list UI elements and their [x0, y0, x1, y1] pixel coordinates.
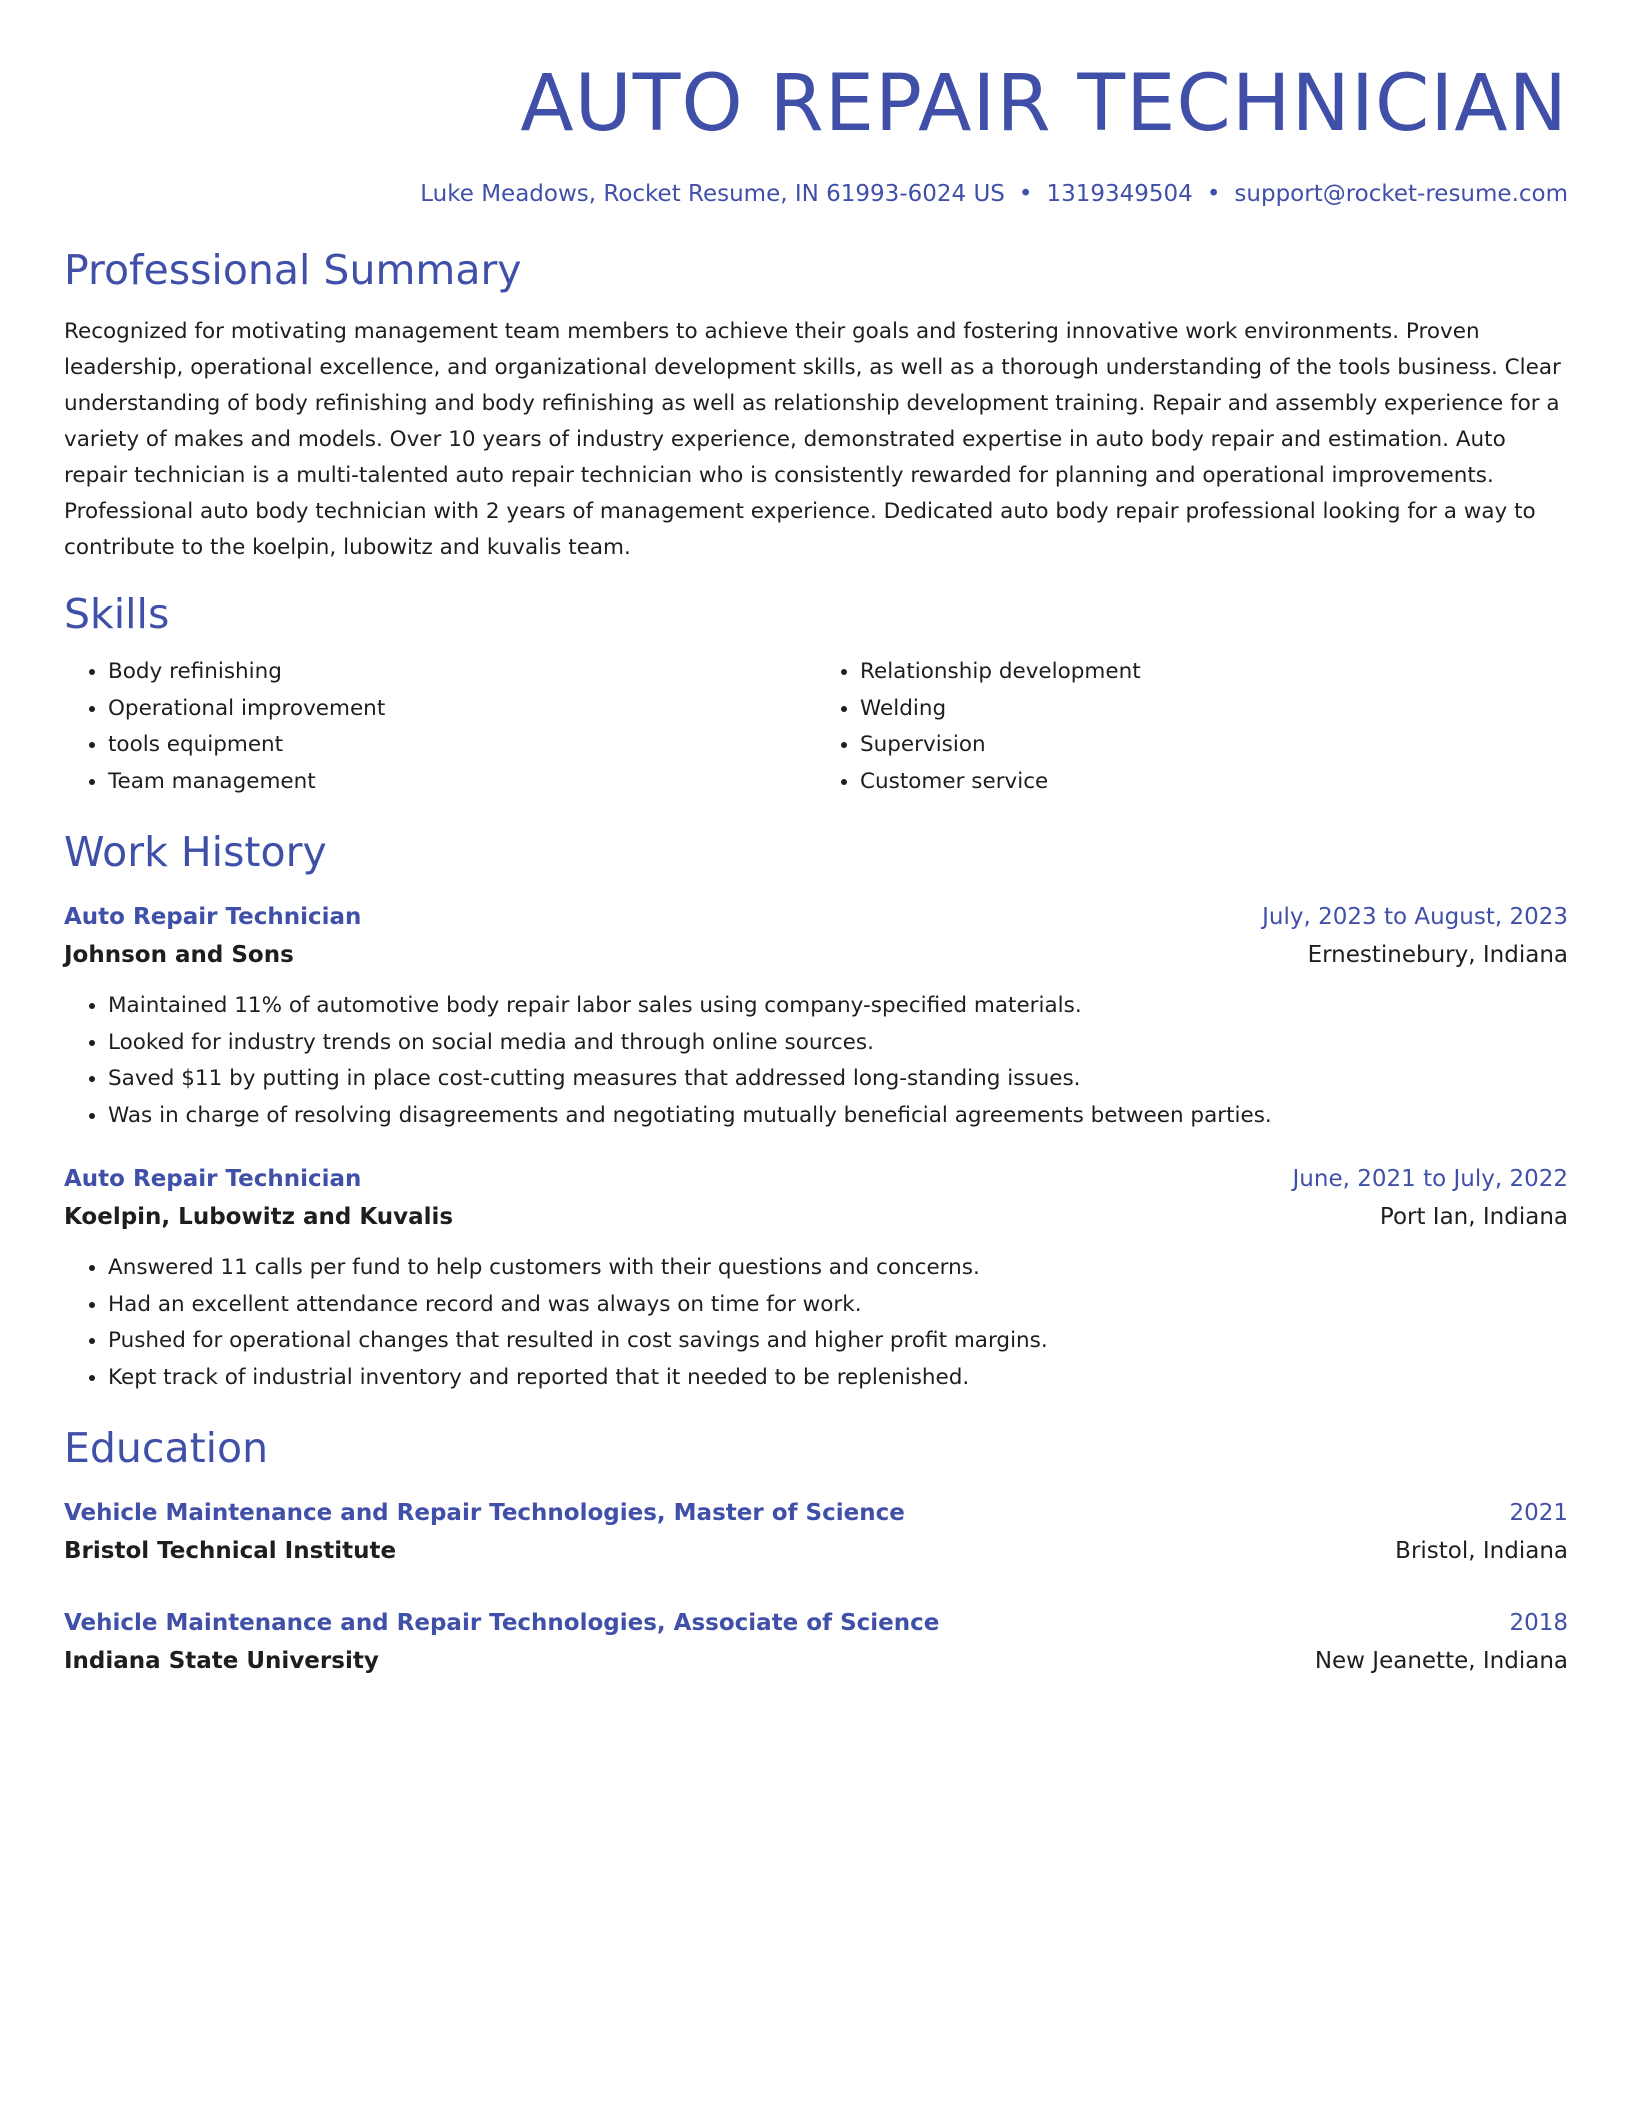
education-degree: Vehicle Maintenance and Repair Technologies, Associate of Science — [64, 1610, 940, 1636]
skills-column-left — [64, 654, 816, 800]
education-degree-row — [64, 1494, 1568, 1532]
skill-item: • Welding — [860, 691, 1568, 728]
education-degree-row — [64, 1604, 1568, 1642]
resume-header — [64, 56, 1568, 210]
education-location: Bristol, Indiana — [1395, 1538, 1568, 1564]
job-entry — [64, 898, 1568, 1134]
job-bullet: • Looked for industry trends on social media and through online sources. — [108, 1025, 1568, 1062]
skill-item: • Operational improvement — [108, 691, 816, 728]
contact-separator: • — [1206, 181, 1221, 207]
job-dates: June, 2021 to July, 2022 — [1292, 1166, 1568, 1192]
job-title-row — [64, 1160, 1568, 1198]
job-title-row — [64, 898, 1568, 936]
education-entry — [64, 1494, 1568, 1570]
resume-page — [64, 0, 1568, 1680]
job-title: Auto Repair Technician — [64, 904, 362, 930]
work-history-heading: Work History — [64, 828, 327, 876]
education-school: Bristol Technical Institute — [64, 1538, 397, 1564]
contact-address: Luke Meadows, Rocket Resume, IN 61993-6024 US — [420, 181, 1005, 207]
skill-item: • Body refinishing — [108, 654, 816, 691]
education-location: New Jeanette, Indiana — [1314, 1648, 1568, 1674]
education-entry — [64, 1604, 1568, 1680]
education-year: 2021 — [1509, 1500, 1568, 1526]
job-company-row — [64, 1198, 1568, 1236]
job-bullet: • Pushed for operational changes that resulted in cost savings and higher profit margins. — [108, 1323, 1568, 1360]
job-bullet: • Was in charge of resolving disagreements and negotiating mutually beneficial agreements between parties. — [108, 1098, 1568, 1135]
skills-list — [64, 654, 1568, 800]
job-company-row — [64, 936, 1568, 974]
skill-item: • Team management — [108, 764, 816, 801]
summary-heading: Professional Summary — [64, 246, 522, 294]
job-bullet: • Answered 11 calls per fund to help customers with their questions and concerns. — [108, 1250, 1568, 1287]
job-bullet: • Saved $11 by putting in place cost-cutting measures that addressed long-standing issues. — [108, 1061, 1568, 1098]
education-heading: Education — [64, 1424, 269, 1472]
job-bullets — [64, 1250, 1568, 1396]
contact-email: support@rocket-resume.com — [1234, 181, 1568, 207]
job-bullet: • Had an excellent attendance record and was always on time for work. — [108, 1287, 1568, 1324]
education-degree: Vehicle Maintenance and Repair Technologies, Master of Science — [64, 1500, 905, 1526]
education-year: 2018 — [1509, 1610, 1568, 1636]
skill-item: • tools equipment — [108, 727, 816, 764]
summary-text: Recognized for motivating management team members to achieve their goals and fostering innovative work environments. Proven leadership, operational excellence, and organizational development skills, as well as a thorough understanding of the tools business. Clear understanding of body refinishing and body refinishing as well as relationship development training. Repair and assembly experience for a variety of makes and models. Over 10 years of industry experience, demonstrated expertise in auto body repair and estimation. Auto repair technician is a multi-talented auto repair technician who is consistently rewarded for planning and operational improvements. Professional auto body technician with 2 years of management experience. Dedicated auto body repair professional looking for a way to contribute to the koelpin, lubowitz and kuvalis team. — [64, 319, 1561, 560]
job-title: Auto Repair Technician — [64, 1166, 362, 1192]
skill-item: • Customer service — [860, 764, 1568, 801]
contact-line — [64, 178, 1568, 210]
job-company: Koelpin, Lubowitz and Kuvalis — [64, 1204, 454, 1230]
education-school-row — [64, 1532, 1568, 1570]
contact-phone: 1319349504 — [1046, 181, 1193, 207]
job-location: Ernestinebury, Indiana — [1307, 942, 1568, 968]
education-school: Indiana State University — [64, 1648, 379, 1674]
skill-item: • Relationship development — [860, 654, 1568, 691]
job-title-heading: AUTO REPAIR TECHNICIAN — [520, 59, 1568, 149]
job-location: Port Ian, Indiana — [1379, 1204, 1568, 1230]
job-entry — [64, 1160, 1568, 1396]
job-company: Johnson and Sons — [64, 942, 294, 968]
skills-heading: Skills — [64, 590, 170, 638]
education-school-row — [64, 1642, 1568, 1680]
skill-item: • Supervision — [860, 727, 1568, 764]
contact-separator: • — [1018, 181, 1033, 207]
job-dates: July, 2023 to August, 2023 — [1262, 904, 1568, 930]
skills-column-right — [816, 654, 1568, 800]
job-bullet: • Kept track of industrial inventory and reported that it needed to be replenished. — [108, 1360, 1568, 1397]
job-bullet: • Maintained 11% of automotive body repair labor sales using company-specified materials. — [108, 988, 1568, 1025]
job-bullets — [64, 988, 1568, 1134]
